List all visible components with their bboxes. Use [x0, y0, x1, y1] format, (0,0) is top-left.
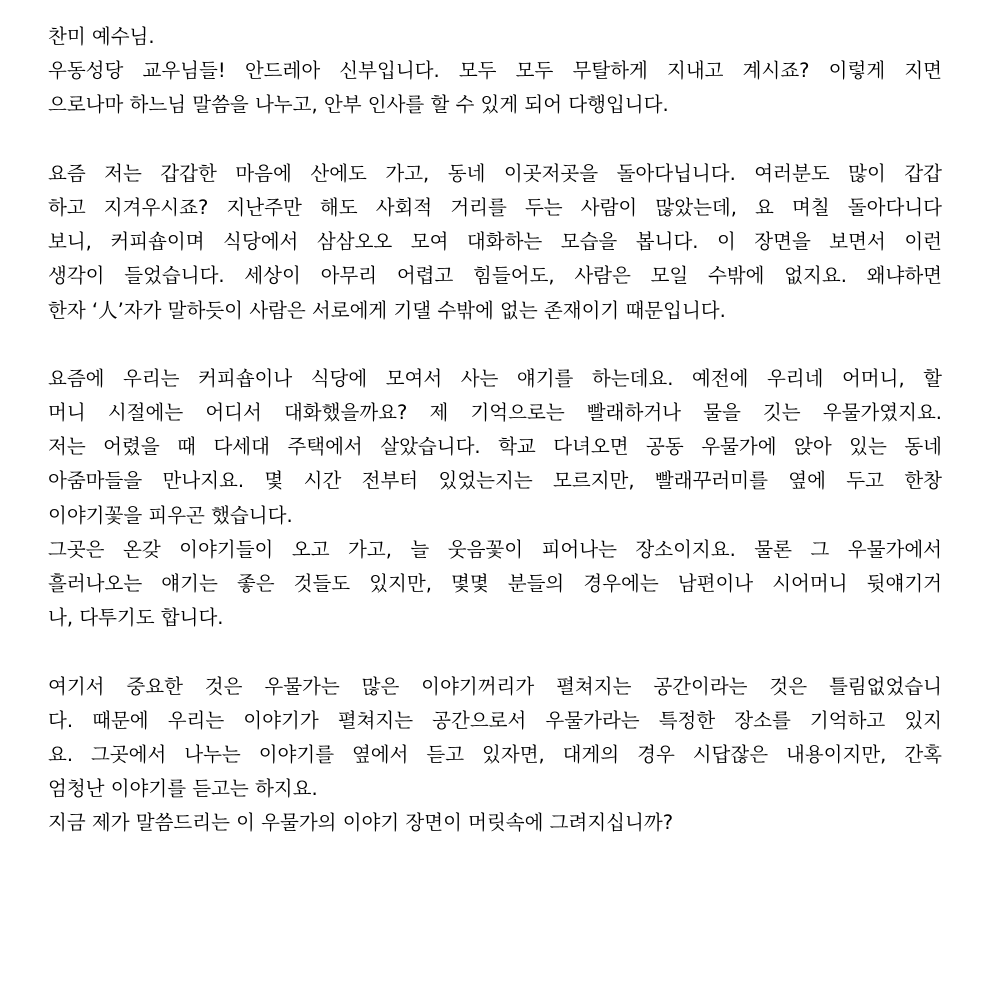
paragraph-5-line-4: 엄청난 이야기를 듣고는 하지요.	[48, 777, 318, 801]
paragraph-2-line-3: 보니, 커피숍이며 식당에서 삼삼오오 모여 대화하는 모습을 봅니다. 이 장면을 보면서 이런	[48, 230, 942, 254]
paragraph-spacer	[48, 635, 948, 669]
document-body	[48, 20, 948, 841]
paragraph-2-line-5: 한자 ‘人’자가 말하듯이 사람은 서로에게 기댈 수밖에 없는 존재이기 때문입니다.	[48, 298, 726, 322]
paragraph-3-line-1: 요즘에 우리는 커피숍이나 식당에 모여서 사는 얘기를 하는데요. 예전에 우리네 어머니, 할	[48, 366, 942, 390]
paragraph-3-line-4: 아줌마들을 만나지요. 몇 시간 전부터 있었는지는 모르지만, 빨래꾸러미를 옆에 두고 한창	[48, 469, 942, 493]
paragraph-5-line-3: 요. 그곳에서 나누는 이야기를 옆에서 듣고 있자면, 대게의 경우 시답잖은 내용이지만, 간혹	[48, 742, 942, 766]
paragraph-3-line-5: 이야기꽃을 피우곤 했습니다.	[48, 503, 293, 527]
paragraph-3-line-2: 머니 시절에는 어디서 대화했을까요? 제 기억으로는 빨래하거나 물을 깃는 우물가였지요.	[48, 401, 942, 425]
paragraph-1-line-2: 으로나마 하느님 말씀을 나누고, 안부 인사를 할 수 있게 되어 다행입니다.	[48, 93, 669, 117]
paragraph-3-line-3: 저는 어렸을 때 다세대 주택에서 살았습니다. 학교 다녀오면 공동 우물가에 앉아 있는 동네	[48, 435, 942, 459]
paragraph-2-line-1: 요즘 저는 갑갑한 마음에 산에도 가고, 동네 이곳저곳을 돌아다닙니다. 여러분도 많이 갑갑	[48, 161, 942, 185]
paragraph-2-line-2: 하고 지겨우시죠? 지난주만 해도 사회적 거리를 두는 사람이 많았는데, 요 며칠 돌아다니다	[48, 195, 942, 219]
paragraph-4-line-1: 그곳은 온갖 이야기들이 오고 가고, 늘 웃음꽃이 피어나는 장소이지요. 물론 그 우물가에서	[48, 537, 942, 561]
paragraph-4-line-2: 흘러나오는 얘기는 좋은 것들도 있지만, 몇몇 분들의 경우에는 남편이나 시어머니 뒷얘기거	[48, 572, 942, 595]
paragraph-spacer	[48, 328, 948, 362]
paragraph-6-line-1: 지금 제가 말씀드리는 이 우물가의 이야기 장면이 머릿속에 그려지십니까?	[48, 811, 674, 835]
paragraph-1-line-1: 우동성당 교우님들! 안드레아 신부입니다. 모두 모두 무탈하게 지내고 계시죠? 이렇게 지면	[48, 59, 942, 83]
paragraph-5-line-1: 여기서 중요한 것은 우물가는 많은 이야기꺼리가 펼쳐지는 공간이라는 것은 틀림없었습니	[48, 674, 942, 698]
greeting-line: 찬미 예수님.	[48, 25, 155, 48]
paragraph-2-line-4: 생각이 들었습니다. 세상이 아무리 어렵고 힘들어도, 사람은 모일 수밖에 없지요. 왜냐하면	[48, 264, 942, 288]
paragraph-4-line-3: 나, 다투기도 합니다.	[48, 606, 224, 630]
paragraph-spacer	[48, 123, 948, 157]
paragraph-5-line-2: 다. 때문에 우리는 이야기가 펼쳐지는 공간으로서 우물가라는 특정한 장소를 기억하고 있지	[48, 708, 942, 732]
